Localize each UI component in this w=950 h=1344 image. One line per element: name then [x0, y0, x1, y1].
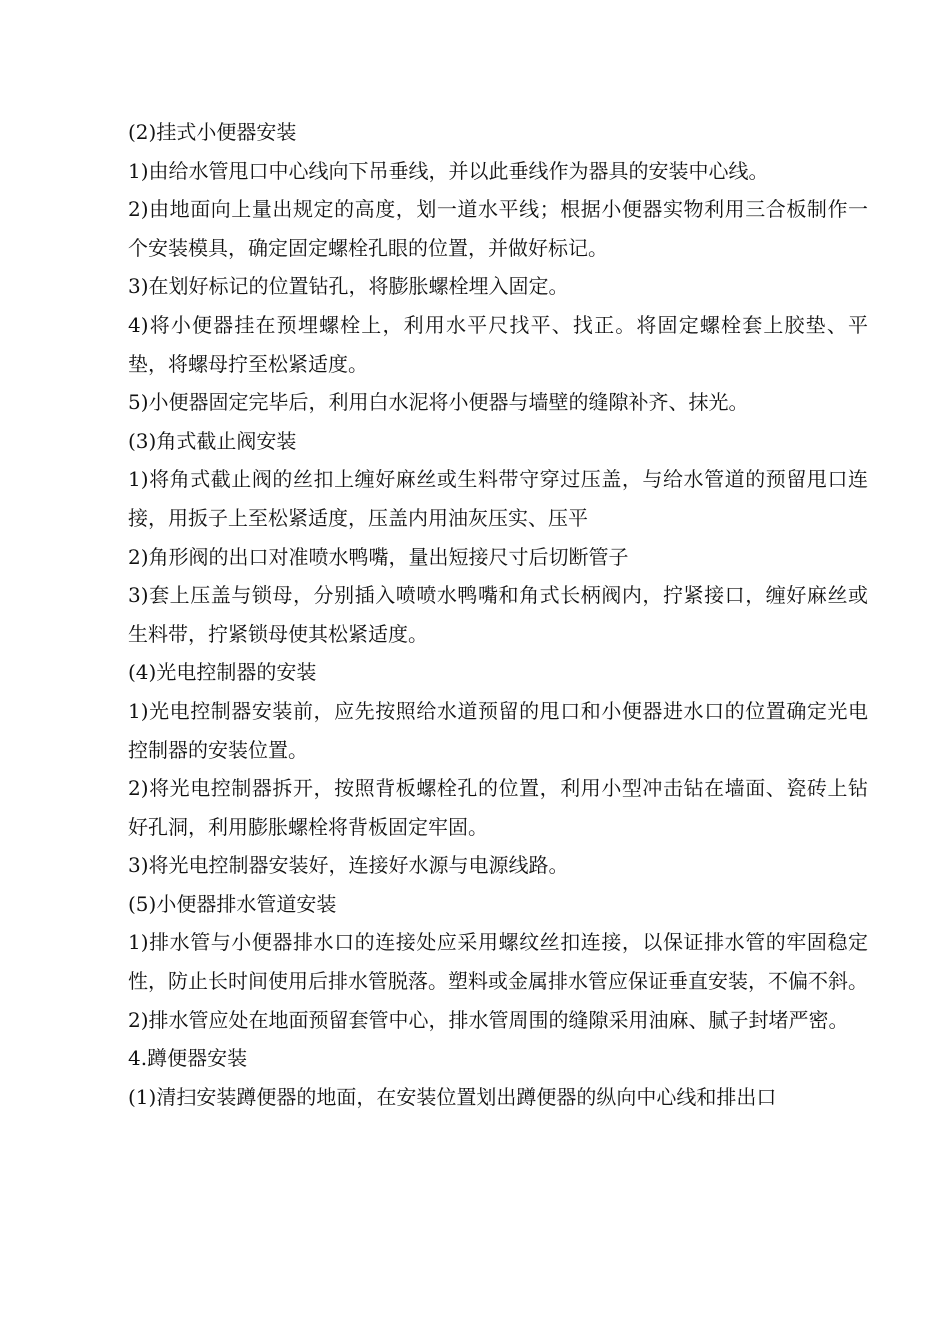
- section-heading-angle-valve: (3)角式截止阀安装: [128, 428, 297, 453]
- paragraph: (1)清扫安装蹲便器的地面，在安装位置划出蹲便器的纵向中心线和排出口: [128, 1084, 777, 1109]
- paragraph: 3)在划好标记的位置钻孔，将膨胀螺栓埋入固定。: [128, 274, 569, 299]
- paragraph: 2)排水管应处在地面预留套管中心，排水管周围的缝隙采用油麻、腻子封堵严密。: [128, 1007, 849, 1032]
- paragraph: 5)小便器固定完毕后，利用白水泥将小便器与墙壁的缝隙补齐、抹光。: [128, 390, 749, 415]
- section-heading-squat-toilet: 4.蹲便器安装: [128, 1046, 248, 1071]
- section-heading-photoelectric-controller: (4)光电控制器的安装: [128, 660, 317, 685]
- document-body: [128, 113, 868, 1116]
- paragraph: 4)将小便器挂在预埋螺栓上，利用水平尺找平、找正。将固定螺栓套上胶垫、平垫，将螺母拧至松紧适度。: [128, 312, 868, 376]
- paragraph: 1)排水管与小便器排水口的连接处应采用螺纹丝扣连接，以保证排水管的牢固稳定性，防止长时间使用后排水管脱落。塑料或金属排水管应保证垂直安装，不偏不斜。: [128, 930, 868, 994]
- paragraph: 2)将光电控制器拆开，按照背板螺栓孔的位置，利用小型冲击钻在墙面、瓷砖上钻好孔洞，利用膨胀螺栓将背板固定牢固。: [128, 776, 868, 839]
- paragraph: 3)套上压盖与锁母，分别插入喷喷水鸭嘴和角式长柄阀内，拧紧接口，缠好麻丝或生料带，拧紧锁母使其松紧适度。: [128, 583, 868, 646]
- paragraph: 1)光电控制器安装前，应先按照给水道预留的甩口和小便器进水口的位置确定光电控制器的安装位置。: [128, 698, 868, 762]
- paragraph: 2)由地面向上量出规定的高度，划一道水平线；根据小便器实物利用三合板制作一个安装模具，确定固定螺栓孔眼的位置，并做好标记。: [128, 197, 868, 260]
- section-heading-drain-pipe: (5)小便器排水管道安装: [128, 891, 337, 916]
- paragraph: 1)由给水管甩口中心线向下吊垂线，并以此垂线作为器具的安装中心线。: [128, 158, 769, 183]
- paragraph: 3)将光电控制器安装好，连接好水源与电源线路。: [128, 853, 569, 878]
- paragraph: 2)角形阀的出口对准喷水鸭嘴，量出短接尺寸后切断管子: [128, 544, 629, 569]
- section-heading-wall-urinal: (2)挂式小便器安装: [128, 120, 297, 144]
- paragraph: 1)将角式截止阀的丝扣上缠好麻丝或生料带守穿过压盖，与给水管道的预留甩口连接，用扳子上至松紧适度，压盖内用油灰压实、压平: [128, 467, 868, 530]
